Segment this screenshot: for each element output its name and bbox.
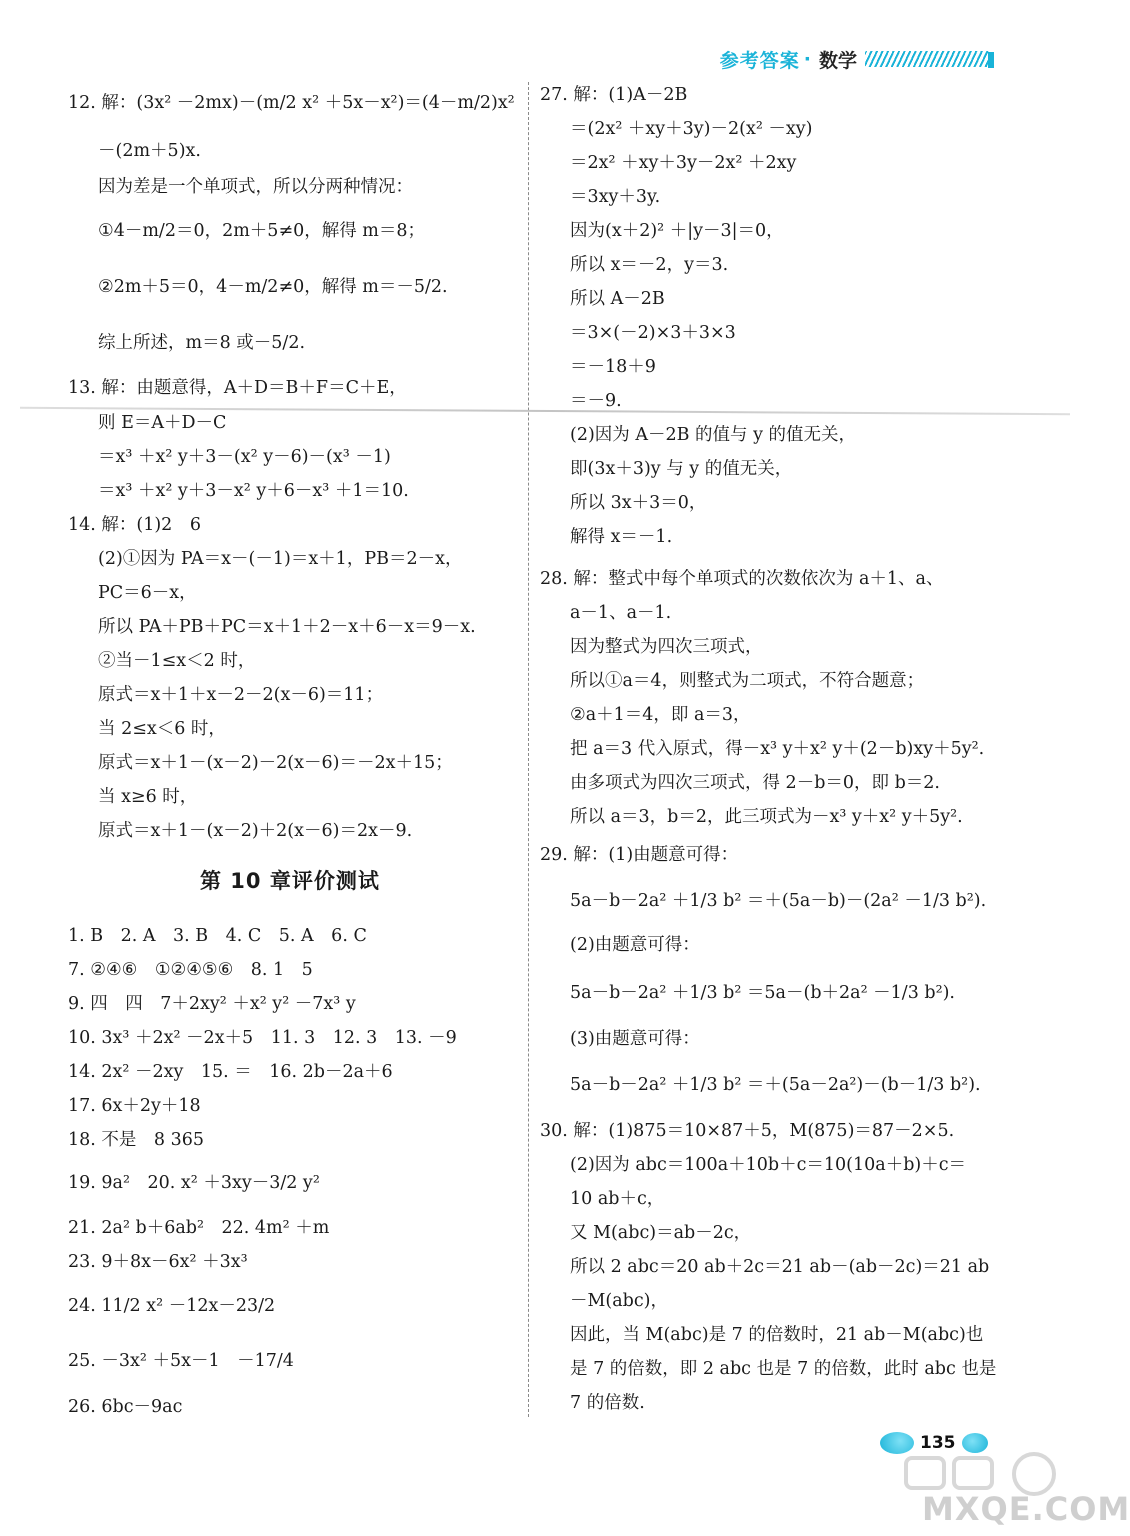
- answer-line: 即(3x＋3)y 与 y 的值无关，: [570, 459, 793, 479]
- answer-line: ＝－18＋9: [570, 357, 656, 377]
- answer-line: 5a－b－2a² ＋1/3 b² ＝＋(5a－b)－(2a² －1/3 b²).: [570, 891, 987, 911]
- answer-line: 25. －3x² ＋5x－1 －17/4: [68, 1351, 294, 1371]
- answer-line: 所以 a＝3，b＝2，此三项式为－x³ y＋x² y＋5y².: [570, 807, 963, 827]
- answer-line: 30. 解：(1)875＝10×87＋5，M(875)＝87－2×5.: [540, 1121, 955, 1141]
- answer-line: (2)①因为 PA＝x－(－1)＝x＋1，PB＝2－x，: [98, 549, 463, 569]
- answer-line: (2)由题意可得：: [570, 935, 700, 955]
- answer-line: 1. B 2. A 3. B 4. C 5. A 6. C: [68, 926, 367, 946]
- answer-line: 原式＝x＋1－(x－2)＋2(x－6)＝2x－9.: [98, 821, 413, 841]
- answer-line: 12. 解：(3x² －2mx)－(m/2 x² ＋5x－x²)＝(4－m/2)x²: [68, 93, 515, 113]
- answer-line: 又 M(abc)＝ab－2c，: [570, 1223, 752, 1243]
- answer-line: 当 2≤x＜6 时，: [98, 719, 226, 739]
- answer-line: 24. 11/2 x² －12x－23/2: [68, 1296, 276, 1316]
- answer-line: 原式＝x＋1－(x－2)－2(x－6)＝－2x＋15；: [98, 753, 453, 773]
- answer-line: 把 a＝3 代入原式，得－x³ y＋x² y＋(2－b)xy＋5y².: [570, 739, 985, 759]
- answer-line: 14. 2x² －2xy 15. ＝ 16. 2b－2a＋6: [68, 1062, 393, 1082]
- answer-line: ②当－1≤x＜2 时，: [98, 651, 256, 671]
- answer-line: 17. 6x＋2y＋18: [68, 1096, 201, 1116]
- header-tab-decoration: [988, 52, 994, 68]
- answer-line: 是 7 的倍数，即 2 abc 也是 7 的倍数，此时 abc 也是: [570, 1359, 997, 1379]
- header-stripes-decoration: [865, 51, 991, 67]
- answer-line: 23. 9＋8x－6x² ＋3x³: [68, 1252, 248, 1272]
- header-dot: ·: [803, 48, 811, 70]
- answer-line: 原式＝x＋1＋x－2－2(x－6)＝11；: [98, 685, 384, 705]
- column-divider: [528, 82, 529, 1417]
- page-dot-right-decoration: [962, 1433, 988, 1453]
- answer-line: 则 E＝A＋D－C: [98, 413, 227, 433]
- answer-line: a－1、a－1.: [570, 603, 672, 623]
- answer-line: ＝3×(－2)×3＋3×3: [570, 323, 736, 343]
- answer-line: (3)由题意可得：: [570, 1029, 700, 1049]
- answer-line: 10 ab＋c，: [570, 1189, 665, 1209]
- answer-line: 当 x≥6 时，: [98, 787, 198, 807]
- answer-line: 13. 解：由题意得，A＋D＝B＋F＝C＋E，: [68, 378, 407, 398]
- answer-line: 10. 3x³ ＋2x² －2x＋5 11. 3 12. 3 13. －9: [68, 1028, 457, 1048]
- answer-line: 所以①a＝4，则整式为二项式，不符合题意；: [570, 671, 925, 691]
- answer-line: 由多项式为四次三项式，得 2－b＝0，即 b＝2.: [570, 773, 940, 793]
- answer-line: 27. 解：(1)A－2B: [540, 85, 688, 105]
- answer-line: 所以 PA＋PB＋PC＝x＋1＋2－x＋6－x＝9－x.: [98, 617, 476, 637]
- answer-line: (2)因为 A－2B 的值与 y 的值无关，: [570, 425, 857, 445]
- chapter-title: 第 10 章评价测试: [200, 869, 380, 893]
- answer-line: 28. 解：整式中每个单项式的次数依次为 a＋1、a、: [540, 569, 944, 589]
- page-number: 135: [920, 1433, 956, 1453]
- answer-line: 18. 不是 8 365: [68, 1130, 204, 1150]
- page-dot-left-decoration: [880, 1432, 914, 1454]
- answer-line: 因为整式为四次三项式，: [570, 637, 763, 657]
- answer-line: 21. 2a² b＋6ab² 22. 4m² ＋m: [68, 1218, 330, 1238]
- answer-line: －M(abc)，: [570, 1291, 669, 1311]
- answer-line: 所以 x＝－2，y＝3.: [570, 255, 729, 275]
- answer-line: 因为(x＋2)² ＋|y－3|＝0，: [570, 221, 784, 241]
- answer-line: ＝3xy＋3y.: [570, 187, 661, 207]
- watermark-text: MXQE.COM: [922, 1490, 1130, 1528]
- answer-line: PC＝6－x，: [98, 583, 197, 603]
- page-number-badge: [880, 1432, 988, 1454]
- answer-line: 综上所述，m＝8 或－5/2.: [98, 333, 306, 353]
- header-label: 参考答案: [719, 49, 800, 72]
- answer-line: 7. ②④⑥ ①②④⑤⑥ 8. 1 5: [68, 960, 313, 980]
- answer-line: 14. 解：(1)2 6: [68, 515, 201, 535]
- answer-line: 5a－b－2a² ＋1/3 b² ＝5a－(b＋2a² －1/3 b²).: [570, 983, 955, 1003]
- answer-line: ①4－m/2＝0，2m＋5≠0，解得 m＝8；: [98, 221, 426, 241]
- answer-line: (2)因为 abc＝100a＋10b＋c＝10(10a＋b)＋c＝: [570, 1155, 967, 1175]
- answer-line: ②a＋1＝4，即 a＝3，: [570, 705, 751, 725]
- answer-line: 所以 3x＋3＝0，: [570, 493, 707, 513]
- answer-line: 所以 A－2B: [570, 289, 665, 309]
- answer-line: ＝x³ ＋x² y＋3－x² y＋6－x³ ＋1＝10.: [98, 481, 409, 501]
- answer-line: 所以 2 abc＝20 ab＋2c＝21 ab－(ab－2c)＝21 ab: [570, 1257, 990, 1277]
- answer-line: ＝－9.: [570, 391, 622, 411]
- answer-line: ＝(2x² ＋xy＋3y)－2(x² －xy): [570, 119, 813, 139]
- page-header: [720, 44, 991, 74]
- answer-line: ＝2x² ＋xy＋3y－2x² ＋2xy: [570, 153, 797, 173]
- answer-line: 因此，当 M(abc)是 7 的倍数时，21 ab－M(abc)也: [570, 1325, 984, 1345]
- answer-line: ②2m＋5＝0，4－m/2≠0，解得 m＝－5/2.: [98, 277, 448, 297]
- answer-line: 19. 9a² 20. x² ＋3xy－3/2 y²: [68, 1173, 320, 1193]
- answer-line: 9. 四 四 7＋2xy² ＋x² y² －7x³ y: [68, 994, 356, 1014]
- answer-line: ＝x³ ＋x² y＋3－(x² y－6)－(x³ －1): [98, 447, 391, 467]
- answer-line: 因为差是一个单项式，所以分两种情况：: [98, 177, 413, 197]
- header-subject: 数学: [818, 49, 857, 72]
- answer-line: 解得 x＝－1.: [570, 527, 673, 547]
- answer-line: 26. 6bc－9ac: [68, 1397, 183, 1417]
- answer-line: －(2m＋5)x.: [98, 141, 201, 161]
- answer-line: 5a－b－2a² ＋1/3 b² ＝＋(5a－2a²)－(b－1/3 b²).: [570, 1075, 981, 1095]
- answer-line: 7 的倍数.: [570, 1393, 645, 1413]
- answer-line: 29. 解：(1)由题意可得：: [540, 845, 739, 865]
